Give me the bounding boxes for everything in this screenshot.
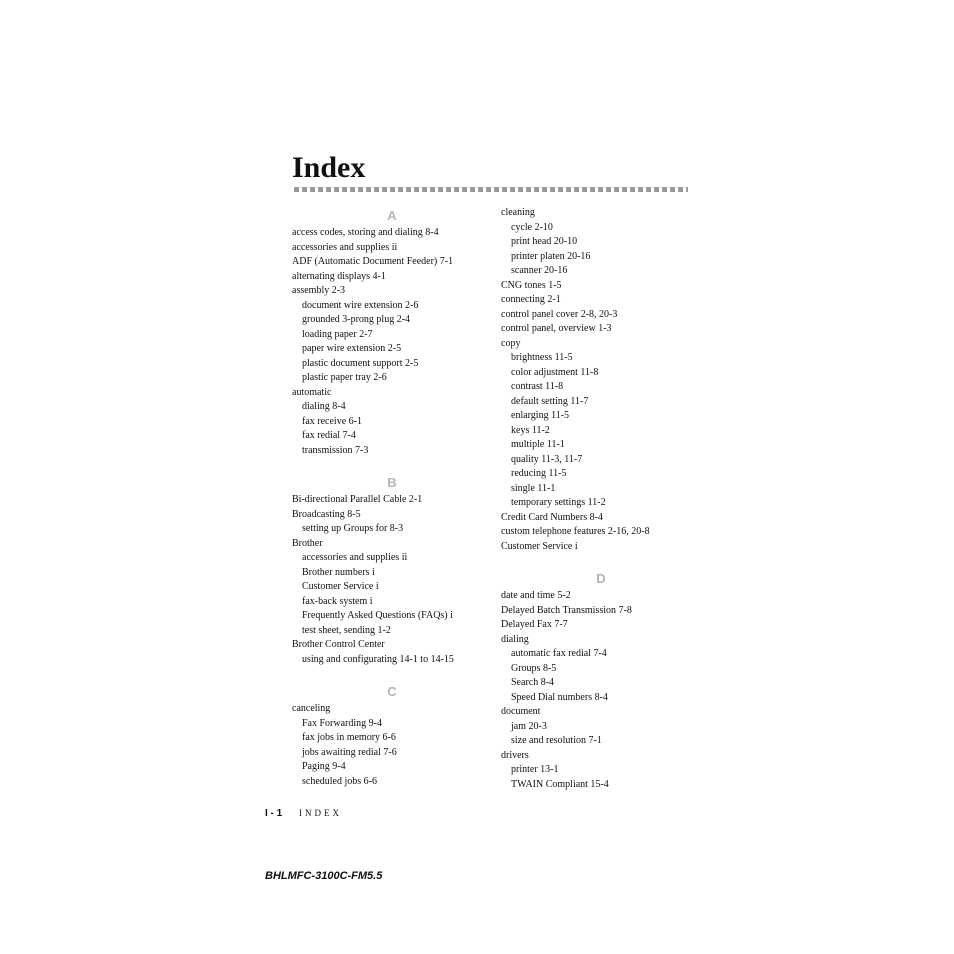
index-entry: Delayed Batch Transmission 7-8 bbox=[501, 604, 632, 616]
index-column-right bbox=[501, 206, 701, 792]
index-subentry: setting up Groups for 8-3 bbox=[302, 523, 404, 534]
index-entry: automatic bbox=[292, 386, 332, 398]
index-subentry: printer 13-1 bbox=[511, 764, 559, 775]
index-subentry: keys 11-2 bbox=[511, 424, 550, 436]
index-entry: Credit Card Numbers 8-4 bbox=[501, 511, 603, 523]
index-subentry: fax jobs in memory 6-6 bbox=[302, 732, 396, 743]
section-letter: D bbox=[596, 571, 606, 586]
index-subentry: contrast 11-8 bbox=[511, 381, 564, 392]
index-subentry: scheduled jobs 6-6 bbox=[302, 775, 377, 787]
index-subentry: plastic document support 2-5 bbox=[302, 357, 419, 369]
index-subentry: transmission 7-3 bbox=[302, 444, 369, 456]
index-subentry: automatic fax redial 7-4 bbox=[511, 648, 607, 659]
index-subentry: using and configurating 14-1 to 14-15 bbox=[302, 653, 454, 665]
index-entry: copy bbox=[501, 337, 521, 349]
index-subentry: jobs awaiting redial 7-6 bbox=[302, 746, 397, 758]
section-gap bbox=[501, 554, 701, 569]
index-subentry: multiple 11-1 bbox=[511, 439, 565, 450]
index-entry: access codes, storing and dialing 8-4 bbox=[292, 227, 439, 238]
section-gap bbox=[292, 458, 492, 473]
index-entry: Brother Control Center bbox=[292, 639, 385, 650]
index-subentry: reducing 11-5 bbox=[511, 468, 567, 479]
index-subentry: size and resolution 7-1 bbox=[511, 735, 602, 746]
footer-page-number: I - 1 bbox=[265, 808, 283, 819]
index-subentry: fax redial 7-4 bbox=[302, 430, 356, 441]
index-subentry: printer platen 20-16 bbox=[511, 250, 591, 262]
section-gap bbox=[292, 667, 492, 682]
index-entry: Delayed Fax 7-7 bbox=[501, 619, 568, 630]
index-entry: drivers bbox=[501, 749, 529, 761]
index-subentry: single 11-1 bbox=[511, 482, 556, 494]
index-subentry: accessories and supplies ii bbox=[302, 552, 408, 563]
index-column-left bbox=[292, 206, 492, 789]
index-entry: Broadcasting 8-5 bbox=[292, 508, 361, 520]
index-subentry: scanner 20-16 bbox=[511, 265, 568, 276]
page-title: Index bbox=[292, 151, 366, 184]
index-subentry: quality 11-3, 11-7 bbox=[511, 453, 583, 465]
index-subentry: document wire extension 2-6 bbox=[302, 299, 419, 311]
index-subentry: loading paper 2-7 bbox=[302, 328, 373, 340]
index-subentry: paper wire extension 2-5 bbox=[302, 343, 402, 354]
section-letter: C bbox=[387, 684, 397, 699]
index-entry: accessories and supplies ii bbox=[292, 241, 398, 253]
index-subentry: Paging 9-4 bbox=[302, 761, 346, 772]
index-subentry: print head 20-10 bbox=[511, 236, 578, 247]
index-entry: date and time 5-2 bbox=[501, 590, 571, 601]
index-subentry: grounded 3-prong plug 2-4 bbox=[302, 314, 411, 325]
index-subentry: fax receive 6-1 bbox=[302, 415, 362, 427]
index-entry: Brother bbox=[292, 537, 323, 549]
index-entry: cleaning bbox=[501, 207, 535, 218]
index-subentry: test sheet, sending 1-2 bbox=[302, 624, 391, 636]
index-subentry: default setting 11-7 bbox=[511, 395, 589, 407]
index-subentry: cycle 2-10 bbox=[511, 221, 553, 233]
index-entry: assembly 2-3 bbox=[292, 285, 346, 296]
index-subentry: jam 20-3 bbox=[511, 720, 547, 732]
index-subentry: dialing 8-4 bbox=[302, 401, 346, 412]
index-entry: ADF (Automatic Document Feeder) 7-1 bbox=[292, 256, 454, 267]
index-subentry: color adjustment 11-8 bbox=[511, 366, 599, 378]
index-entry: control panel cover 2-8, 20-3 bbox=[501, 308, 618, 320]
index-subentry: Search 8-4 bbox=[511, 677, 555, 688]
index-subentry: Customer Service i bbox=[302, 581, 379, 592]
document-id: BHLMFC-3100C-FM5.5 bbox=[265, 870, 383, 882]
index-subentry: Speed Dial numbers 8-4 bbox=[511, 691, 608, 703]
index-subentry: plastic paper tray 2-6 bbox=[302, 372, 387, 383]
index-subentry: Fax Forwarding 9-4 bbox=[302, 717, 382, 729]
dotted-rule bbox=[294, 187, 688, 192]
index-entry: dialing bbox=[501, 633, 529, 645]
index-subentry: Brother numbers i bbox=[302, 566, 375, 578]
index-entry: connecting 2-1 bbox=[501, 294, 561, 305]
index-subentry: Groups 8-5 bbox=[511, 662, 557, 674]
index-entry: control panel, overview 1-3 bbox=[501, 323, 612, 334]
footer-section-label: INDEX bbox=[299, 808, 342, 818]
index-subentry: Frequently Asked Questions (FAQs) i bbox=[302, 610, 453, 621]
index-subentry: temporary settings 11-2 bbox=[511, 497, 606, 508]
index-entry: CNG tones 1-5 bbox=[501, 279, 562, 291]
index-entry: canceling bbox=[292, 703, 331, 714]
section-letter: A bbox=[387, 208, 397, 223]
index-subentry: enlarging 11-5 bbox=[511, 410, 570, 421]
index-entry: document bbox=[501, 706, 541, 717]
section-letter: B bbox=[387, 475, 397, 490]
index-entry: custom telephone features 2-16, 20-8 bbox=[501, 526, 650, 537]
index-subentry: TWAIN Compliant 15-4 bbox=[511, 778, 609, 790]
index-entry: alternating displays 4-1 bbox=[292, 270, 386, 282]
index-subentry: brightness 11-5 bbox=[511, 352, 573, 363]
index-subentry: fax-back system i bbox=[302, 595, 373, 607]
index-entry: Customer Service i bbox=[501, 540, 578, 552]
index-entry: Bi-directional Parallel Cable 2-1 bbox=[292, 494, 423, 505]
